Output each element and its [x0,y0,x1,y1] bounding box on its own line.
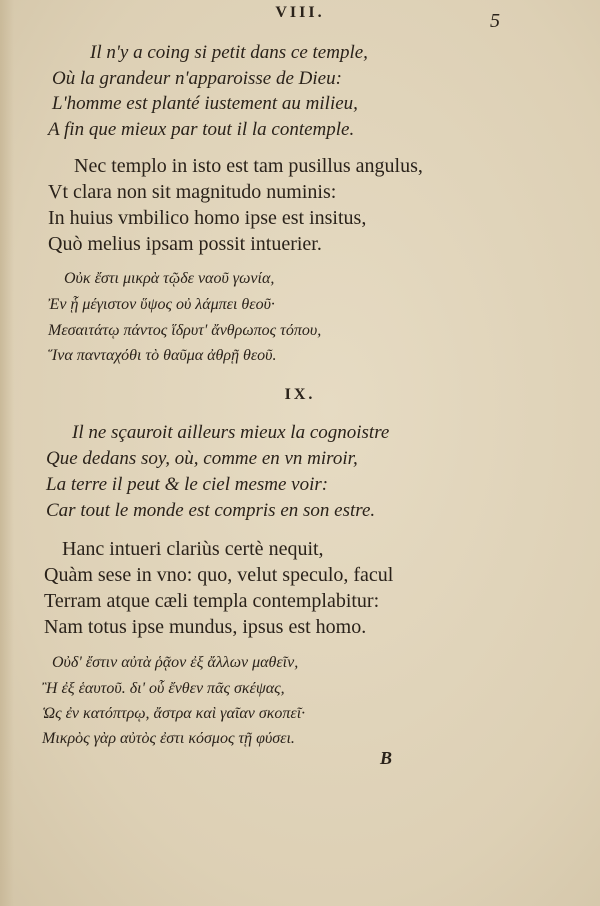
verse-line: Il ne sçauroit ailleurs mieux la cognoistre [72,422,390,443]
verse-line: Μικρὸς γὰρ αὐτὸς ἐστι κόσμος τῇ φύσει. [42,730,295,747]
verse-line: Οὐκ ἔστι μικρὰ τῷδε ναοῦ γωνία, [64,270,275,287]
verse-line: Hanc intueri clariùs certè nequit, [62,538,324,560]
verse-line: Car tout le monde est compris en son estre. [46,500,376,521]
verse-line: In huius vmbilico homo ipse est insitus, [48,207,367,229]
verse-line: Où la grandeur n'apparoisse de Dieu: [52,68,342,89]
verse-line: La terre il peut & le ciel mesme voir: [46,474,329,495]
verse-line: Μεσαιτάτῳ πάντος ἵδρυτ' ἄνθρωπος τόπου, [48,322,322,339]
verse-line: Nec templo in isto est tam pusillus angulus, [74,155,423,177]
verse-line: Ἐν ᾗ μέγιστον ὕψος οὐ λάμπει θεοῦ· [48,296,275,313]
verse-line: Οὐδ' ἔστιν αὐτὰ ῥᾷον ἐξ ἄλλων μαθεῖν, [52,654,299,671]
page-gutter-shadow [0,0,14,906]
verse-line: Que dedans soy, où, comme en vn miroir, [46,448,358,469]
verse-line: A fin que mieux par tout il la contemple. [48,119,355,140]
verse-line: L'homme est planté iustement au milieu, [52,93,358,114]
section-number-ix: IX. [284,386,316,403]
verse-line: Ἢ ἐξ ἑαυτοῦ. δι' οὗ ἔνθεν πᾶς σκέψας, [42,680,285,697]
verse-line: Terram atque cæli templa contemplabitur: [44,590,380,612]
verse-line: Il n'y a coing si petit dans ce temple, [90,42,368,63]
verse-line: Quàm sese in vno: quo, velut speculo, facul [44,564,394,586]
signature-mark: B [380,748,393,768]
verse-line: Ὡς ἐν κατόπτρῳ, ἄστρα καὶ γαῖαν σκοπεῖ· [42,705,306,722]
verse-line: Quò melius ipsam possit intuerier. [48,233,322,255]
page-header [0,4,600,32]
folio-number: 5 [490,10,500,32]
verse-line: Ἵνα πανταχόθι τὸ θαῦμα ἀθρῇ θεοῦ. [48,347,277,364]
verse-line: Vt clara non sit magnitudo numinis: [48,181,337,203]
section-number-viii: VIII. [275,4,325,21]
verse-line: Nam totus ipse mundus, ipsus est homo. [44,616,367,638]
